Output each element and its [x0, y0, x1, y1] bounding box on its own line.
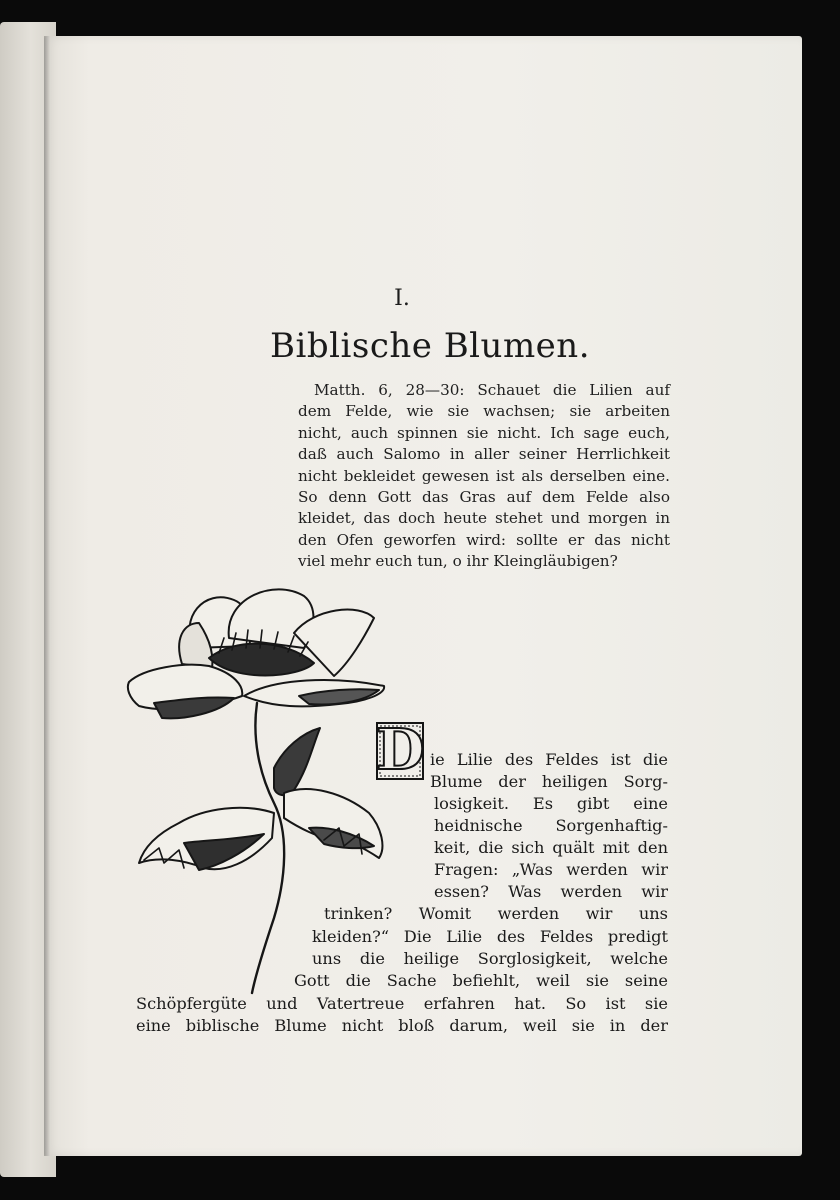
body-line: eine biblische Blume nicht bloß darum, weil sie in der [136, 1016, 668, 1035]
epigraph-line: dem Felde, wie sie wachsen; sie arbeiten [298, 402, 670, 421]
body-line: keit, die sich quält mit den [434, 838, 668, 857]
epigraph-line: kleidet, das doch heute stehet und morgen in [298, 509, 670, 528]
body-line: Blume der heiligen Sorg- [430, 772, 668, 791]
body-line: essen? Was werden wir [434, 882, 668, 901]
body-line: trinken? Womit werden wir uns [324, 904, 668, 923]
epigraph-line: nicht, auch spinnen sie nicht. Ich sage euch, [298, 423, 670, 442]
epigraph-line: den Ofen geworfen wird: sollte er das nicht [298, 530, 670, 549]
epigraph-line: daß auch Salomo in aller seiner Herrlichkeit [298, 445, 670, 464]
body-line: Fragen: „Was werden wir [434, 860, 668, 879]
epigraph-line: viel mehr euch tun, o ihr Kleingläubigen? [298, 552, 618, 571]
epigraph-line: Matth. 6, 28—30: Schauet die Lilien auf [314, 381, 670, 399]
body-line: Gott die Sache befiehlt, weil sie seine [294, 971, 668, 990]
body-line: uns die heilige Sorglosigkeit, welche [312, 949, 668, 968]
body-line: losigkeit. Es gibt eine [434, 794, 668, 813]
body-line: kleiden?“ Die Lilie des Feldes predigt [312, 927, 668, 946]
epigraph-line: nicht bekleidet gewesen ist als derselben eine. [298, 466, 670, 485]
drop-cap-letter: D [376, 717, 425, 783]
chapter-title: Biblische Blumen. [270, 326, 591, 366]
body-line: heidnische Sorgenhaftig- [434, 816, 668, 835]
body-line: ie Lilie des Feldes ist die [430, 750, 668, 769]
chapter-number: I. [394, 286, 410, 311]
body-line: Schöpfergüte und Vatertreue erfahren hat. So ist sie [136, 994, 668, 1013]
epigraph-line: So denn Gott das Gras auf dem Felde also [298, 488, 670, 507]
